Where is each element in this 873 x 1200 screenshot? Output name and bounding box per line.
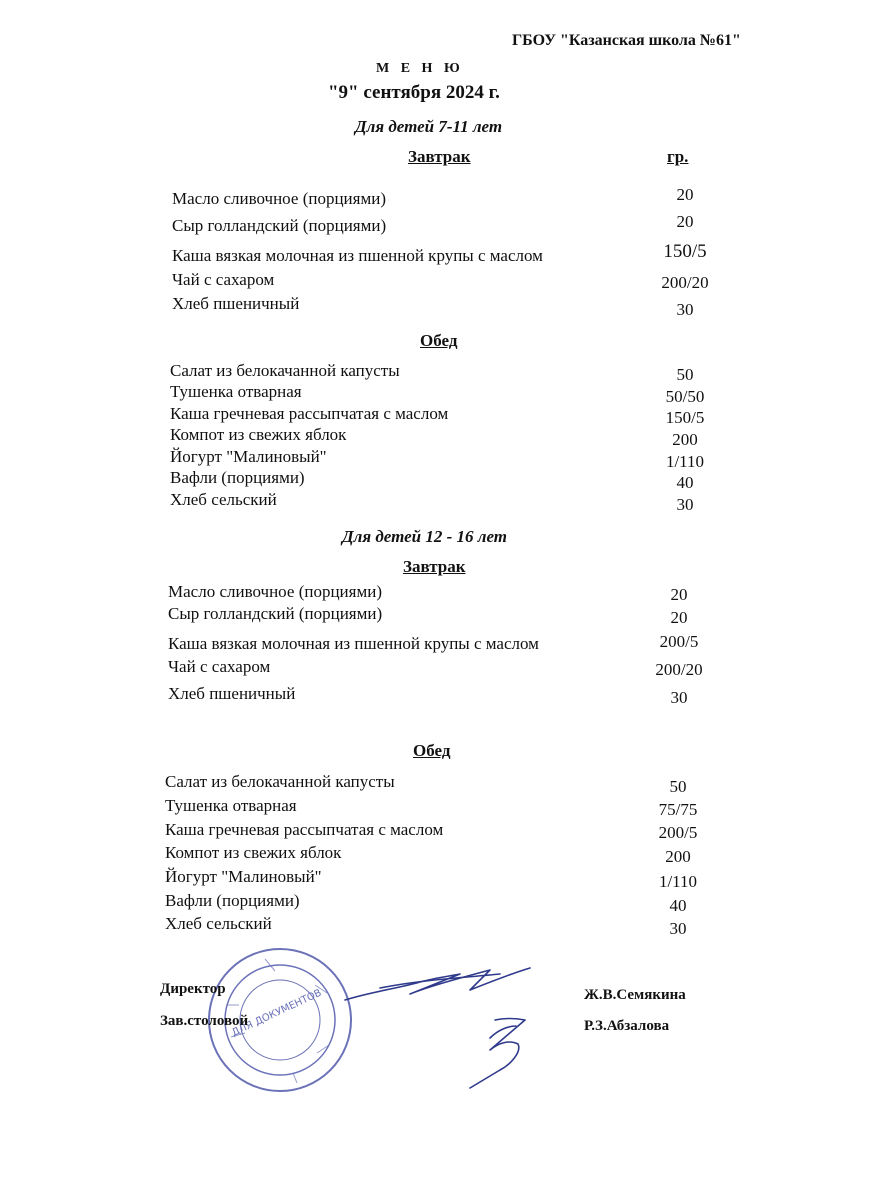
menu-item: Каша вязкая молочная из пшенной крупы с маслом bbox=[172, 246, 543, 265]
menu-qty: 200/5 bbox=[658, 823, 698, 842]
menu-item: Салат из белокачанной капусты bbox=[170, 361, 400, 380]
signature-icon bbox=[340, 960, 560, 1090]
menu-qty: 200/20 bbox=[661, 273, 709, 292]
menu-item: Тушенка отварная bbox=[165, 796, 297, 815]
menu-qty: 20 bbox=[676, 212, 694, 231]
school-name: ГБОУ "Казанская школа №61" bbox=[512, 32, 741, 49]
menu-qty: 30 bbox=[669, 919, 687, 938]
stamp-text: ДЛЯ ДОКУМЕНТОВ bbox=[230, 987, 324, 1039]
canteen-name: Р.З.Абзалова bbox=[584, 1018, 670, 1034]
menu-item: Вафли (порциями) bbox=[165, 891, 300, 910]
menu-item: Хлеб пшеничный bbox=[172, 294, 300, 313]
menu-item: Каша вязкая молочная из пшенной крупы с маслом bbox=[168, 634, 539, 653]
menu-item: Чай с сахаром bbox=[168, 657, 271, 676]
menu-qty: 30 bbox=[676, 495, 694, 514]
menu-qty: 30 bbox=[670, 688, 688, 707]
menu-item: Каша гречневая рассыпчатая с маслом bbox=[170, 404, 449, 423]
section-title-breakfast: Завтрак bbox=[408, 147, 471, 166]
director-label: Директор bbox=[160, 981, 226, 997]
menu-item: Хлеб сельский bbox=[170, 490, 277, 509]
menu-item: Салат из белокачанной капусты bbox=[165, 772, 395, 791]
menu-qty: 20 bbox=[670, 608, 688, 627]
menu-item: Масло сливочное (порциями) bbox=[172, 189, 386, 208]
director-name: Ж.В.Семякина bbox=[584, 987, 686, 1003]
menu-item: Сыр голландский (порциями) bbox=[168, 604, 383, 623]
menu-qty: 20 bbox=[670, 585, 688, 604]
menu-qty: 20 bbox=[676, 185, 694, 204]
menu-qty: 200 bbox=[672, 430, 698, 449]
menu-qty: 30 bbox=[676, 300, 694, 319]
menu-qty: 40 bbox=[676, 473, 694, 492]
age-group-title: Для детей 7-11 лет bbox=[355, 117, 503, 136]
menu-qty: 200 bbox=[665, 847, 691, 866]
menu-qty: 200/5 bbox=[659, 632, 699, 651]
menu-qty: 50/50 bbox=[665, 387, 705, 406]
menu-qty: 1/110 bbox=[665, 452, 705, 471]
section-title-breakfast: Завтрак bbox=[403, 557, 466, 576]
menu-qty: 75/75 bbox=[658, 800, 698, 819]
menu-item: Вафли (порциями) bbox=[170, 468, 305, 487]
unit-header: гр. bbox=[667, 147, 689, 166]
menu-qty: 50 bbox=[669, 777, 687, 796]
section-title-lunch: Обед bbox=[413, 741, 451, 760]
menu-item: Каша гречневая рассыпчатая с маслом bbox=[165, 820, 444, 839]
menu-item: Масло сливочное (порциями) bbox=[168, 582, 382, 601]
menu-item: Чай с сахаром bbox=[172, 270, 275, 289]
menu-date: "9" сентября 2024 г. bbox=[328, 82, 500, 103]
menu-item: Хлеб сельский bbox=[165, 914, 272, 933]
menu-item: Тушенка отварная bbox=[170, 382, 302, 401]
menu-qty: 50 bbox=[676, 365, 694, 384]
menu-qty: 40 bbox=[669, 896, 687, 915]
age-group-title: Для детей 12 - 16 лет bbox=[342, 527, 508, 546]
menu-qty: 200/20 bbox=[655, 660, 703, 679]
menu-item: Компот из свежих яблок bbox=[165, 843, 342, 862]
canteen-label: Зав.столовой bbox=[160, 1013, 249, 1029]
menu-qty: 150/5 bbox=[663, 241, 707, 262]
menu-item: Компот из свежих яблок bbox=[170, 425, 347, 444]
section-title-lunch: Обед bbox=[420, 331, 458, 350]
menu-item: Сыр голландский (порциями) bbox=[172, 216, 387, 235]
menu-item: Йогурт "Малиновый" bbox=[170, 447, 327, 466]
menu-item: Хлеб пшеничный bbox=[168, 684, 296, 703]
menu-qty: 150/5 bbox=[665, 408, 705, 427]
menu-heading: М Е Н Ю bbox=[376, 61, 464, 76]
menu-item: Йогурт "Малиновый" bbox=[165, 867, 322, 886]
menu-qty: 1/110 bbox=[658, 872, 698, 891]
